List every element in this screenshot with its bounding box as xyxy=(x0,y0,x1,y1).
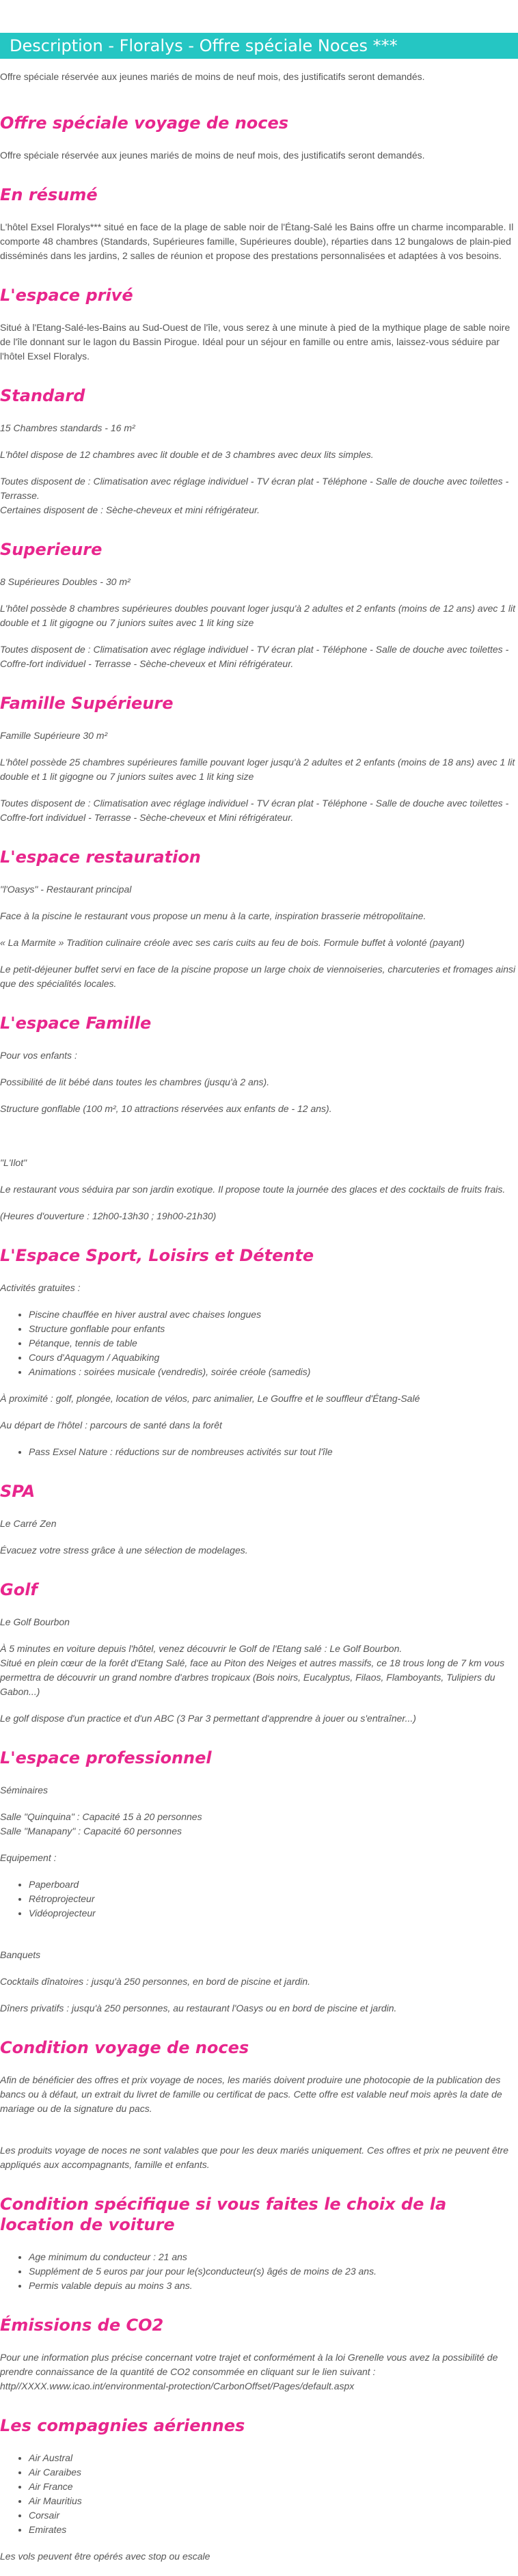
car-conditions-list xyxy=(0,2250,518,2293)
airlines-title: Les compagnies aériennes xyxy=(0,2416,245,2435)
family-subtitle: Famille Supérieure 30 m² xyxy=(0,730,108,741)
offer-text: Offre spéciale réservée aux jeunes mariés de moins de neuf mois, des justificatifs seront demandés. xyxy=(0,150,425,161)
standard-amenities: Toutes disposent de : Climatisation avec réglage individuel - TV écran plat - Téléphone - Salle de douche avec toilettes - Terrasse. xyxy=(0,476,509,501)
golf-text-1: À 5 minutes en voiture depuis l'hôtel, venez découvrir le Golf de l'Etang salé : Le Golf Bourbon. xyxy=(0,1643,403,1654)
pro-cocktails: Cocktails dînatoires : jusqu'à 250 personnes, en bord de piscine et jardin. xyxy=(0,1976,311,1987)
pro-banquets: Banquets xyxy=(0,1949,41,1960)
spa-text: Évacuez votre stress grâce à une sélection de modelages. xyxy=(0,1545,248,1556)
list-item: • Rétroprojecteur xyxy=(29,1892,518,1906)
ilot-name: "L'Ilot" xyxy=(0,1157,27,1168)
list-item: • Vidéoprojecteur xyxy=(29,1906,518,1921)
standard-amenities-2: Certaines disposent de : Sèche-cheveux et mini réfrigérateur. xyxy=(0,504,260,515)
list-item: • Air Austral xyxy=(29,2451,518,2465)
spa-title: SPA xyxy=(0,1482,36,1501)
list-item: • Permis valable depuis au moins 3 ans. xyxy=(29,2279,518,2293)
airlines-note: Les vols peuvent être opérés avec stop ou escale xyxy=(0,2551,210,2562)
superior-text: L'hôtel possède 8 chambres supérieures doubles pouvant loger jusqu'à 2 adultes et 2 enfants (moins de 12 ans) avec 1 lit double et 1 lit gigogne ou 7 juniors suites avec 1 lit king size xyxy=(0,603,516,628)
list-item: • Piscine chauffée en hiver austral avec chaises longues xyxy=(29,1307,518,1322)
restaurant-title: L'espace restauration xyxy=(0,848,201,867)
summary-text: L'hôtel Exsel Floralys*** situé en face de la plage de sable noir de l'Étang-Salé les Bains offre un charme incomparable. Il comporte 48 chambres (Standards, Supérieures famille, Supérieures double), réparties dans 12 bungalows de plain-pied disséminés dans les jardins, 2 salles de réunion et propose des prestations personnalisées et adaptées à vos besoins. xyxy=(0,221,514,261)
co2-text: Pour une information plus précise concernant votre trajet et conformément à la loi Grenelle vous avez la possibilité de prendre connaissance de la quantité de CO2 consommée en cliquant sur le lien suivant : http//XXXX.www.icao.int/environmental-protection/CarbonOffset/Pages/default.aspx xyxy=(0,2352,498,2391)
summary-title: En résumé xyxy=(0,185,98,204)
family-space-line-3: Structure gonflable (100 m², 10 attractions réservées aux enfants de - 12 ans). xyxy=(0,1103,332,1114)
pro-dinners: Dîners privatifs : jusqu'à 250 personnes, au restaurant l'Oasys ou en bord de piscine et jardin. xyxy=(0,2003,397,2014)
pro-title: L'espace professionnel xyxy=(0,1748,212,1767)
sport-title: L'Espace Sport, Loisirs et Détente xyxy=(0,1246,314,1265)
pro-seminars: Séminaires xyxy=(0,1785,49,1795)
description-content xyxy=(0,63,518,2576)
list-item: • Structure gonflable pour enfants xyxy=(29,1322,518,1336)
spa-name: Le Carré Zen xyxy=(0,1518,57,1529)
list-item: • Emirates xyxy=(29,2523,518,2537)
honeymoon-text-2: Les produits voyage de noces ne sont valables que pour les deux mariés uniquement. Ces offres et prix ne peuvent être appliqués aux accompagnants, famille et enfants. xyxy=(0,2145,509,2170)
golf-name: Le Golf Bourbon xyxy=(0,1616,70,1627)
restaurant-text-3: Le petit-déjeuner buffet servi en face de la piscine propose un large choix de viennoiseries, charcuteries et fromages ainsi que des spécialités locales. xyxy=(0,964,516,989)
list-item: • Age minimum du conducteur : 21 ans xyxy=(29,2250,518,2264)
list-item: • Animations : soirées musicale (vendredis), soirée créole (samedis) xyxy=(29,1365,518,1379)
pro-room-2: Salle "Manapany" : Capacité 60 personnes xyxy=(0,1826,182,1836)
restaurant-text-1: Face à la piscine le restaurant vous propose un menu à la carte, inspiration brasserie métropolitaine. xyxy=(0,910,426,921)
sport-departure: Au départ de l'hôtel : parcours de santé dans la forêt xyxy=(0,1420,222,1431)
superior-subtitle: 8 Supérieures Doubles - 30 m² xyxy=(0,576,131,587)
family-title: Famille Supérieure xyxy=(0,694,174,713)
standard-subtitle: 15 Chambres standards - 16 m² xyxy=(0,422,135,433)
superior-amenities: Toutes disposent de : Climatisation avec réglage individuel - TV écran plat - Téléphone - Salle de douche avec toilettes - Coffre-fort individuel - Terrasse - Sèche-cheveux et Mini réfrigérateur. xyxy=(0,644,509,669)
list-item: • Paperboard xyxy=(29,1877,518,1892)
family-amenities: Toutes disposent de : Climatisation avec réglage individuel - TV écran plat - Téléphone - Salle de douche avec toilettes - Coffre-fort individuel - Terrasse - Sèche-cheveux et Mini réfrigérateur. xyxy=(0,798,509,823)
list-item: • Air Caraibes xyxy=(29,2465,518,2480)
sport-free-label: Activités gratuites : xyxy=(0,1282,81,1293)
list-item: • Cours d'Aquagym / Aquabiking xyxy=(29,1351,518,1365)
standard-title: Standard xyxy=(0,386,85,405)
honeymoon-text-1: Afin de bénéficier des offres et prix voyage de noces, les mariés doivent produire une photocopie de la publication des bancs ou à défaut, un extrait du livret de famille ou certificat de pacs. Cette offre est valable neuf mois après la date de mariage ou de la signature du pacs. xyxy=(0,2074,502,2114)
list-item: • Pass Exsel Nature : réductions sur de nombreuses activités sur tout l'île xyxy=(29,1445,518,1459)
intro-text: Offre spéciale réservée aux jeunes mariés de moins de neuf mois, des justificatifs seront demandés. xyxy=(0,71,425,82)
list-item: • Air Mauritius xyxy=(29,2494,518,2508)
golf-text-2: Situé en plein cœur de la forêt d'Etang Salé, face au Piton des Neiges et autres massifs, ce 18 trous long de 7 km vous permettra de découvrir un grand nombre d'arbres tropicaux (Bois noirs, Eucalyptus, Filaos, Flamboyants, Tulipiers du Gabon...) xyxy=(0,1657,505,1697)
description-banner: Description - Floralys - Offre spéciale Noces *** xyxy=(0,33,518,59)
list-item: • Pétanque, tennis de table xyxy=(29,1336,518,1351)
sport-pass-list xyxy=(0,1445,518,1459)
airlines-list xyxy=(0,2451,518,2537)
family-space-line-1: Pour vos enfants : xyxy=(0,1050,77,1061)
pro-equipment-label: Equipement : xyxy=(0,1852,57,1863)
private-title: L'espace privé xyxy=(0,286,133,305)
family-space-title: L'espace Famille xyxy=(0,1014,152,1033)
private-text: Situé à l'Etang-Salé-les-Bains au Sud-Ouest de l'île, vous serez à une minute à pied de la mythique plage de sable noire de l'île donnant sur le lagon du Bassin Pirogue. Idéal pour un séjour en famille ou entre amis, laissez-vous séduire par l'hôtel Exsel Floralys. xyxy=(0,322,510,362)
ilot-text: Le restaurant vous séduira par son jardin exotique. Il propose toute la journée des glaces et des cocktails de fruits frais. xyxy=(0,1184,506,1195)
family-space-line-2: Possibilité de lit bébé dans toutes les chambres (jusqu'à 2 ans). xyxy=(0,1076,270,1087)
list-item: • Air France xyxy=(29,2480,518,2494)
pro-room-1: Salle "Quinquina" : Capacité 15 à 20 personnes xyxy=(0,1811,202,1822)
superior-title: Superieure xyxy=(0,540,103,559)
co2-title: Émissions de CO2 xyxy=(0,2316,164,2335)
car-title: Condition spécifique si vous faites le choix de la location de voiture xyxy=(0,2195,447,2234)
ilot-hours: (Heures d'ouverture : 12h00-13h30 ; 19h00-21h30) xyxy=(0,1210,217,1221)
restaurant-name: "l'Oasys" - Restaurant principal xyxy=(0,884,132,895)
golf-text-3: Le golf dispose d'un practice et d'un ABC (3 Par 3 permettant d'apprendre à jouer ou s'entraîner...) xyxy=(0,1713,416,1724)
restaurant-text-2: « La Marmite » Tradition culinaire créole avec ses caris cuits au feu de bois. Formule buffet à volonté (payant) xyxy=(0,937,465,948)
offer-title: Offre spéciale voyage de noces xyxy=(0,113,289,133)
list-item: • Corsair xyxy=(29,2508,518,2523)
standard-text: L'hôtel dispose de 12 chambres avec lit double et de 3 chambres avec deux lits simples. xyxy=(0,449,374,460)
sport-nearby: À proximité : golf, plongée, location de vélos, parc animalier, Le Gouffre et le souffleur d'Étang-Salé xyxy=(0,1393,420,1404)
sport-free-list xyxy=(0,1307,518,1379)
honeymoon-title: Condition voyage de noces xyxy=(0,2038,249,2057)
family-text: L'hôtel possède 25 chambres supérieures famille pouvant loger jusqu'à 2 adultes et 2 enfants (moins de 18 ans) avec 1 lit double et 1 lit gigogne ou 7 juniors suites avec 1 lit king size xyxy=(0,757,515,782)
pro-equipment-list xyxy=(0,1877,518,1921)
list-item: • Supplément de 5 euros par jour pour le(s)conducteur(s) âgés de moins de 23 ans. xyxy=(29,2264,518,2279)
golf-title: Golf xyxy=(0,1580,38,1599)
